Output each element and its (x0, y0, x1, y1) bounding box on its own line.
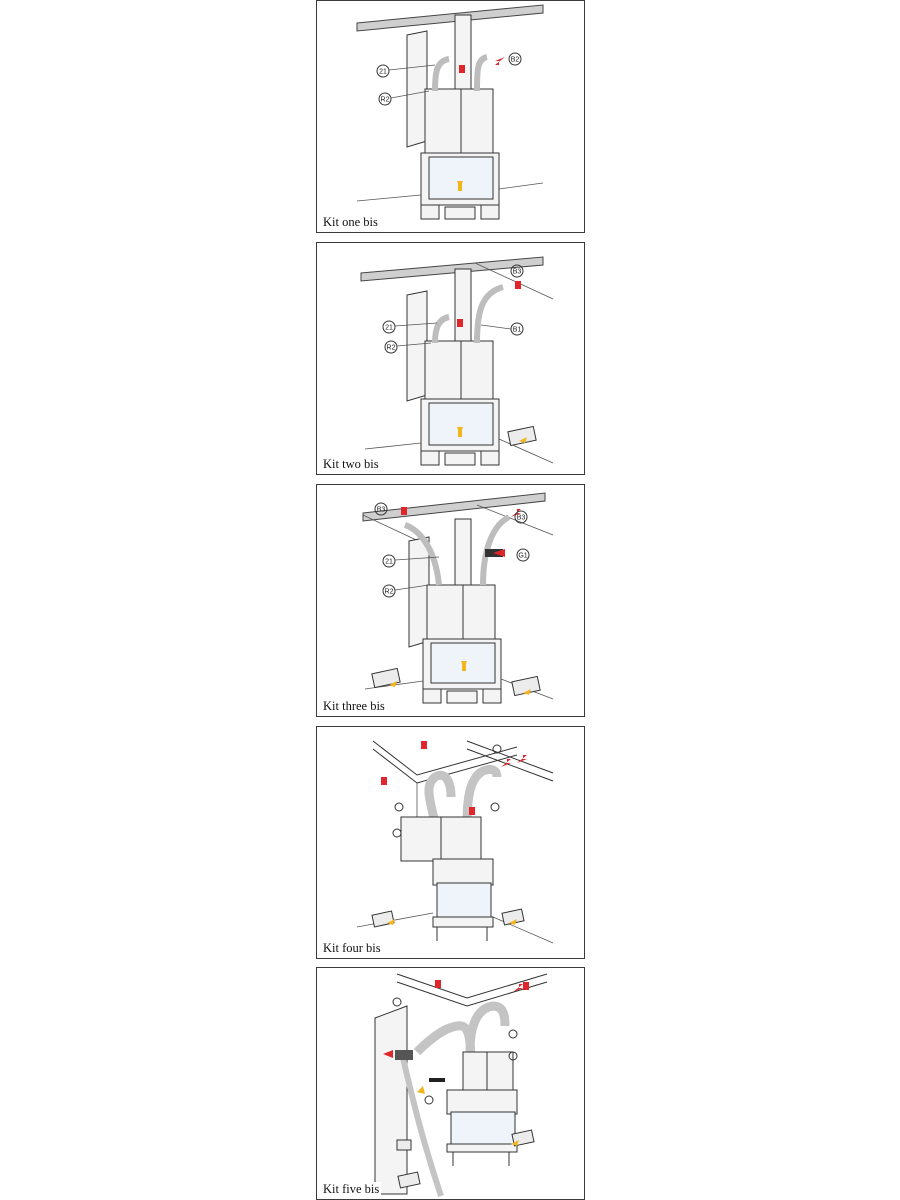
diagram-kit-two-bis (317, 243, 584, 474)
callout-B3-right (515, 511, 527, 523)
svg-text:R2: R2 (380, 96, 390, 104)
svg-text:B2: B2 (510, 56, 520, 64)
svg-text:R2: R2 (386, 344, 396, 352)
svg-text:B1: B1 (512, 326, 522, 334)
panel-kit-two-bis (316, 242, 585, 475)
wall-section (407, 31, 427, 147)
air-arrow (495, 57, 505, 65)
svg-text:B3: B3 (512, 268, 522, 276)
panel-caption: Kit five bis (323, 1182, 380, 1196)
diagram-kit-five-bis (317, 968, 584, 1199)
panel-kit-three-bis (316, 484, 585, 717)
flue-pipe (455, 269, 471, 341)
flue-pipe (455, 519, 471, 587)
panel-kit-five-bis (316, 967, 585, 1200)
panel-caption: Kit three bis (323, 699, 385, 713)
svg-text:B3: B3 (516, 514, 526, 522)
fireplace-glass (451, 1112, 515, 1146)
fireplace-hood (425, 341, 493, 401)
fireplace-hood (427, 585, 495, 641)
diagram-kit-four-bis (317, 727, 584, 958)
fireplace-glass (429, 157, 493, 199)
svg-text:21: 21 (385, 558, 393, 566)
panel-caption: Kit one bis (323, 215, 378, 229)
fireplace-hood (425, 89, 493, 155)
callout-G1 (517, 549, 529, 561)
wall-section (409, 537, 429, 647)
ceiling-beam (357, 5, 543, 31)
fireplace-glass (437, 883, 491, 919)
panel-caption: Kit four bis (323, 941, 381, 955)
panel-kit-one-bis (316, 0, 585, 233)
svg-text:R2: R2 (384, 588, 394, 596)
vent-grille (372, 911, 394, 927)
flue-pipe (455, 15, 471, 95)
panel-kit-four-bis (316, 726, 585, 959)
callout-B1 (481, 323, 523, 335)
diagram-kit-one-bis (317, 1, 584, 232)
callout-B2 (509, 53, 521, 65)
fireplace-glass (429, 403, 493, 445)
callout-B3-left (375, 503, 387, 515)
svg-text:B3: B3 (376, 506, 386, 514)
wall-section (407, 291, 427, 401)
wall-section (375, 1006, 407, 1194)
panel-caption: Kit two bis (323, 457, 379, 471)
svg-text:21: 21 (385, 324, 393, 332)
vent-grille (508, 426, 536, 445)
diagram-kit-three-bis (317, 485, 584, 716)
fireplace-hood (463, 1052, 513, 1092)
svg-text:21: 21 (379, 68, 387, 76)
svg-text:G1: G1 (518, 552, 528, 560)
